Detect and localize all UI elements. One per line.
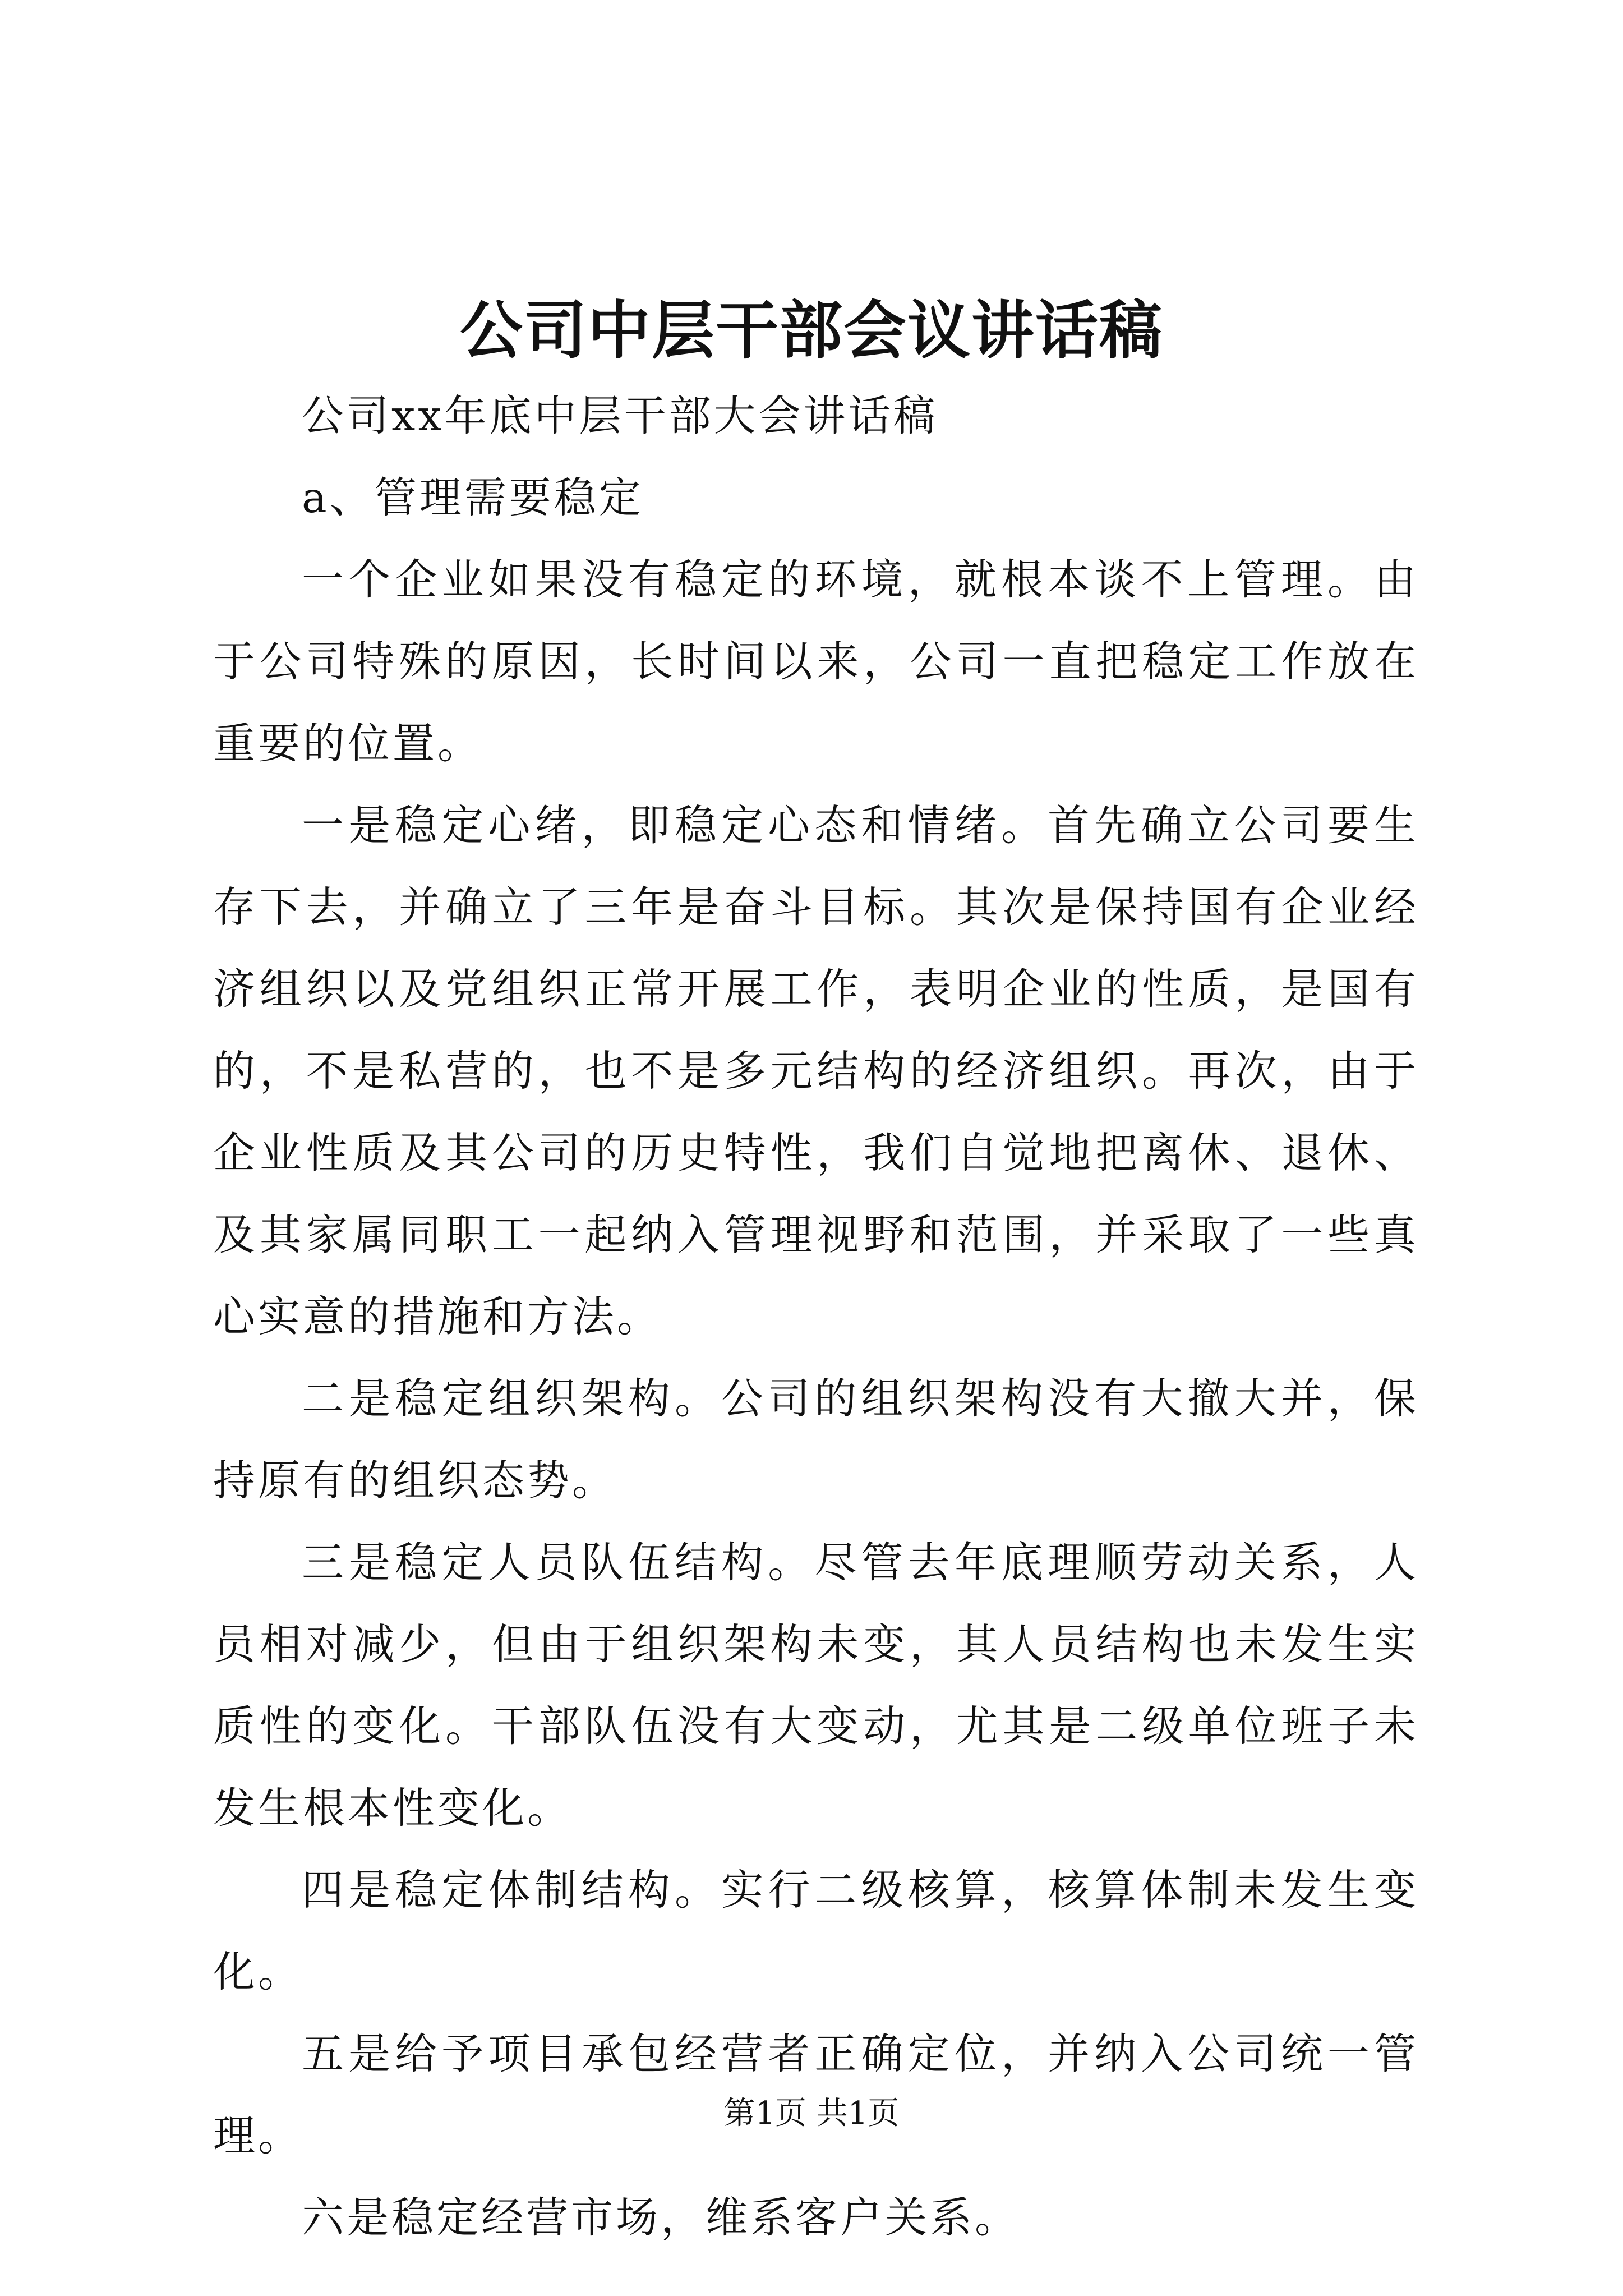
document-body [213, 375, 1419, 2258]
paragraph-point-1: 一是稳定心绪，即稳定心态和情绪。首先确立公司要生存下去，并确立了三年是奋斗目标。其次是保持国有企业经济组织以及党组织正常开展工作，表明企业的性质，是国有的，不是私营的，也不是多元结构的经济组织。再次，由于企业性质及其公司的历史特性，我们自觉地把离休、退休、及其家属同职工一起纳入管理视野和范围，并采取了一些真心实意的措施和方法。 [213, 800, 1419, 1341]
paragraph-intro: 一个企业如果没有稳定的环境，就根本谈不上管理。由于公司特殊的原因，长时间以来，公司一直把稳定工作放在重要的位置。 [213, 555, 1419, 768]
paragraph-point-6: 六是稳定经营市场，维系客户关系。 [302, 2193, 1020, 2242]
document-title: 公司中层干部会议讲话稿 [460, 294, 1163, 367]
paragraph-point-4: 四是稳定体制结构。实行二级核算，核算体制未发生变化。 [213, 1865, 1419, 1996]
paragraph-subtitle: 公司xx年底中层干部大会讲话稿 [302, 391, 938, 440]
paragraph-point-5: 五是给予项目承包经营者正确定位，并纳入公司统一管理。 [213, 2029, 1419, 2160]
paragraph-point-2: 二是稳定组织架构。公司的组织架构没有大撤大并，保持原有的组织态势。 [213, 1374, 1419, 1505]
paragraph-section-heading: a、管理需要稳定 [302, 473, 644, 522]
paragraph-point-3: 三是稳定人员队伍结构。尽管去年底理顺劳动关系，人员相对减少，但由于组织架构未变，其人员结构也未发生实质性的变化。干部队伍没有大变动，尤其是二级单位班子未发生根本性变化。 [213, 1538, 1419, 1833]
page-footer: 第1页 共1页 [723, 2095, 900, 2132]
